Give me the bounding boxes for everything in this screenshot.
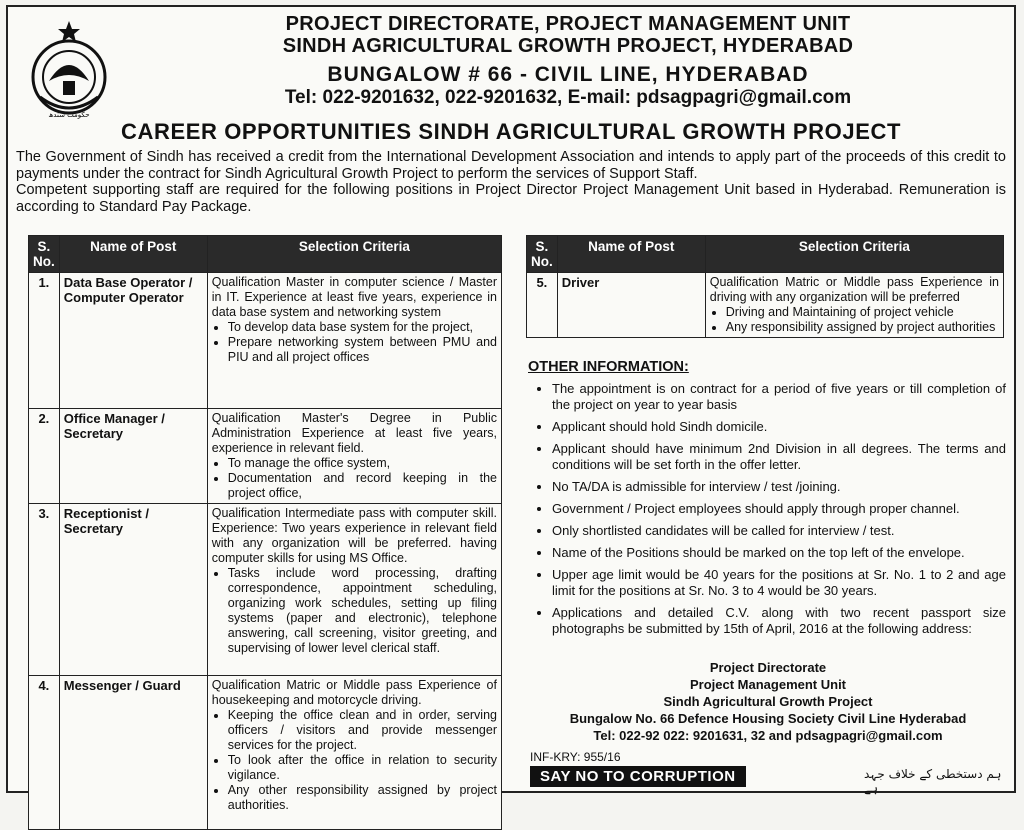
list-item: • The appointment is on contract for a period of five years or till completion of the project on year to year basis [552, 381, 1006, 413]
header-line-1: PROJECT DIRECTORATE, PROJECT MANAGEMENT UNIT [285, 13, 851, 35]
post-criteria [207, 273, 501, 409]
post-criteria [705, 273, 1003, 338]
other-information-title: OTHER INFORMATION: [528, 359, 689, 375]
table-row [29, 409, 502, 504]
post-name: Driver [557, 273, 705, 338]
address-line: Project Directorate [709, 660, 827, 675]
criteria-bullet: • To look after the office in relation to security vigilance. [228, 753, 497, 783]
header [128, 13, 1008, 109]
criteria-bullet: • Prepare networking system between PMU and PIU and all project offices [228, 335, 497, 365]
header-sno: S. No. [527, 236, 558, 273]
post-sno: 4. [29, 676, 60, 830]
say-no-to-corruption-banner: SAY NO TO CORRUPTION [530, 766, 746, 787]
table-row [29, 273, 502, 409]
header-selection-criteria: Selection Criteria [705, 236, 1003, 273]
table-row [527, 273, 1004, 338]
advertisement-page [6, 5, 1016, 812]
post-criteria [207, 409, 501, 504]
header-name-of-post: Name of Post [59, 236, 207, 273]
list-item: • Only shortlisted candidates will be called for interview / test. [552, 523, 1006, 539]
criteria-bullet: • Any responsibility assigned by project authorities [726, 320, 999, 335]
post-sno: 3. [29, 504, 60, 676]
post-name: Messenger / Guard [59, 676, 207, 830]
page-title: CAREER OPPORTUNITIES SINDH AGRICULTURAL GROWTH PROJECT [120, 119, 901, 144]
inf-reference: INF-KRY: 955/16 [530, 750, 621, 764]
intro-text [16, 149, 1006, 215]
header-name-of-post: Name of Post [557, 236, 705, 273]
sindh-government-emblem-icon [26, 19, 112, 119]
criteria-bullet: • Driving and Maintaining of project vehicle [726, 305, 999, 320]
post-name: Receptionist / Secretary [59, 504, 207, 676]
criteria-bullet: • Any other responsibility assigned by project authorities. [228, 783, 497, 813]
table-row [29, 676, 502, 830]
address-line: Bungalow No. 66 Defence Housing Society Civil Line Hyderabad [569, 711, 967, 726]
list-item: • Upper age limit would be 40 years for the positions at Sr. No. 1 to 2 and age limit for the positions at Sr. No. 3 to 4 would be 30 years. [552, 567, 1006, 599]
table-row [29, 504, 502, 676]
post-name: Data Base Operator / Computer Operator [59, 273, 207, 409]
other-information [528, 359, 1006, 643]
criteria-text: Qualification Matric or Middle pass Experience of housekeeping and motorcycle driving. [211, 678, 497, 707]
post-sno: 5. [527, 273, 558, 338]
posts-table-right [526, 235, 1004, 338]
criteria-text: Qualification Intermediate pass with computer skill. Experience: Two years experience in relevant field with any organization will be preferred. having computer skills for using MS Office. [211, 506, 497, 565]
address-line: Project Management Unit [689, 677, 847, 692]
list-item: • No TA/DA is admissible for interview / test /joining. [552, 479, 1006, 495]
header-sno: S. No. [29, 236, 60, 273]
header-line-2: SINDH AGRICULTURAL GROWTH PROJECT, HYDERABAD [282, 35, 854, 57]
address-line: Sindh Agricultural Growth Project [663, 694, 873, 709]
criteria-text: Qualification Master's Degree in Public Administration Experience at least five years, experience in relevant field. [211, 411, 497, 455]
header-line-3: BUNGALOW # 66 - CIVIL LINE, HYDERABAD [327, 63, 809, 86]
criteria-bullet: • Tasks include word processing, drafting correspondence, appointment scheduling, organizing work schedules, setting up filing systems (paper and electronic), telephone answering, call screening, visitor greeting, and supervising of lower level clerical staff. [228, 566, 497, 656]
postal-address [528, 659, 1008, 744]
criteria-bullet: • To develop data base system for the project, [228, 320, 497, 335]
intro-paragraph-1: The Government of Sindh has received a credit from the International Development Association and intends to apply part of the proceeds of this credit to payments under the contract for Sindh Agricultural Growth Project to perform the services of Support Staff. [16, 149, 1006, 182]
post-sno: 1. [29, 273, 60, 409]
list-item: • Name of the Positions should be marked on the top left of the envelope. [552, 545, 1006, 561]
criteria-text: Qualification Matric or Middle pass Experience in driving with any organization will be preferred [709, 275, 999, 304]
posts-table-left [28, 235, 502, 830]
list-item: • Applicant should hold Sindh domicile. [552, 419, 1006, 435]
header-selection-criteria: Selection Criteria [207, 236, 501, 273]
logo-caption: حکومت سندھ [48, 111, 90, 119]
post-sno: 2. [29, 409, 60, 504]
list-item: • Applicant should have minimum 2nd Division in all degrees. The terms and conditions will be set forth in the offer letter. [552, 441, 1006, 473]
list-item: • Government / Project employees should apply through proper channel. [552, 501, 1006, 517]
urdu-note: ہم دستخطی کے خلاف جہد ہے [864, 767, 1002, 795]
list-item: • Applications and detailed C.V. along with two recent passport size photographs be submitted by 15th of April, 2016 at the following address: [552, 605, 1006, 637]
criteria-bullet: • Documentation and record keeping in the project office, [228, 471, 497, 501]
address-line: Tel: 022-92 022: 9201631, 32 and pdsagpagri@gmail.com [593, 728, 943, 743]
criteria-bullet: • Keeping the office clean and in order, serving officers / visitors and provide messenger services for the project. [228, 708, 497, 753]
post-criteria [207, 504, 501, 676]
post-criteria [207, 676, 501, 830]
criteria-bullet: • To manage the office system, [228, 456, 497, 471]
header-contact: Tel: 022-9201632, 022-9201632, E-mail: pdsagpagri@gmail.com [284, 87, 852, 108]
intro-paragraph-2: Competent supporting staff are required for the following positions in Project Director Project Management Unit based in Hyderabad. Remuneration is according to Standard Pay Package. [16, 182, 1006, 215]
post-name: Office Manager / Secretary [59, 409, 207, 504]
criteria-text: Qualification Master in computer science / Master in IT. Experience at least five years, experience in data base system and networking system [211, 275, 497, 319]
